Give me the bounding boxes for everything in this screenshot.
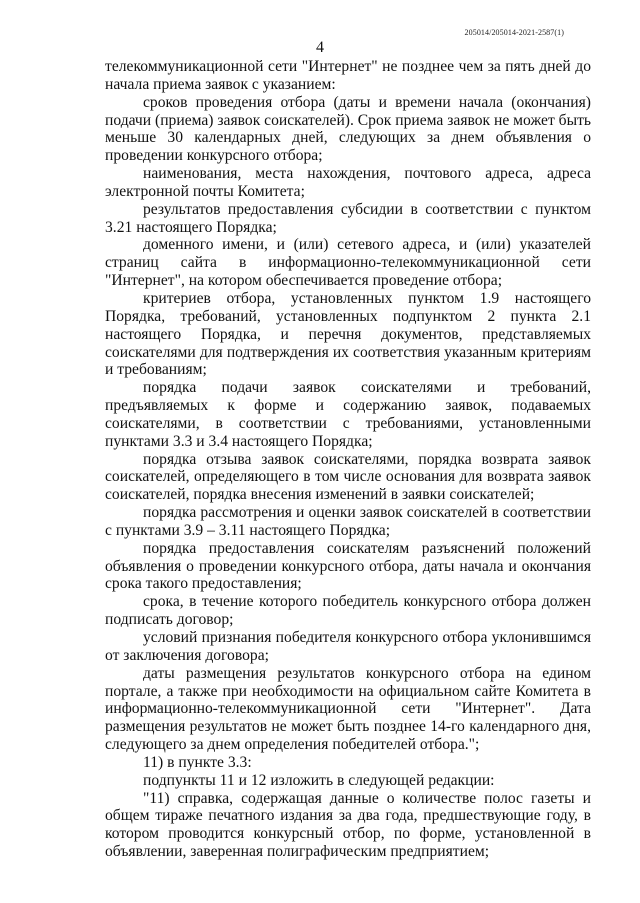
paragraph: сроков проведения отбора (даты и времени начала (окончания) подачи (приема) заявок соискателей). Срок приема заявок не может быть меньше 30 календарных дней, следующих за днем объявления о проведении конкурсного отбора; <box>105 93 592 165</box>
paragraph: даты размещения результатов конкурсного отбора на едином портале, а также при необходимости на официальном сайте Комитета в информационно-телекоммуникационной сети "Интернет". Дата размещения результатов не может быть позднее 14-го календарного дня, следующего за днем определения победителей отбора."; <box>105 664 591 754</box>
paragraph: порядка подачи заявок соискателями и требований, предъявляемых к форме и содержанию заявок, подаваемых соискателями, в соответствии с требованиями, установленными пунктами 3.3 и 3.4 настоящего Порядка; <box>105 379 591 450</box>
paragraph: результатов предоставления субсидии в соответствии с пунктом 3.21 настоящего Порядка; <box>105 200 591 236</box>
paragraph-continuation: телекоммуникационной сети "Интернет" не позднее чем за пять дней до начала приема заявок с указанием: <box>105 58 591 93</box>
paragraph: условий признания победителя конкурсного отбора уклонившимся от заключения договора; <box>105 629 591 664</box>
page-number: 4 <box>316 39 324 56</box>
paragraph: порядка отзыва заявок соискателями, порядка возврата заявок соискателей, определяющего в том числе основания для возврата заявок соискателей, порядка внесения изменений в заявки соискателей; <box>105 450 591 504</box>
paragraph: 11) в пункте 3.3: <box>143 753 252 771</box>
document-body <box>105 58 591 861</box>
paragraph: порядка рассмотрения и оценки заявок соискателей в соответствии с пунктами 3.9 – 3.11 настоящего Порядка; <box>105 504 591 539</box>
document-id: 205014/205014-2021-2587(1) <box>464 28 564 37</box>
paragraph: порядка предоставления соискателям разъяснений положений объявления о проведении конкурсного отбора, даты начала и окончания срока такого предоставления; <box>105 539 591 593</box>
paragraph: срока, в течение которого победитель конкурсного отбора должен подписать договор; <box>105 593 591 629</box>
paragraph: подпункты 11 и 12 изложить в следующей редакции: <box>143 771 495 789</box>
paragraph: "11) справка, содержащая данные о количестве полос газеты и общем тираже печатного издания за два года, предшествующие году, в котором проводится конкурсный отбор, по форме, установленной в объявлении, заверенная полиграфическим предприятием; <box>105 789 591 861</box>
paragraph: критериев отбора, установленных пунктом 1.9 настоящего Порядка, требований, установленных подпунктом 2 пункта 2.1 настоящего Порядка, и перечня документов, представляемых соискателями для подтверждения их соответствия указанным критериям и требованиям; <box>105 289 591 379</box>
paragraph: наименования, места нахождения, почтового адреса, адреса электронной почты Комитета; <box>105 165 591 200</box>
paragraph: доменного имени, и (или) сетевого адреса, и (или) указателей страниц сайта в информационно-телекоммуникационной сети "Интернет", на котором обеспечивается проведение отбора; <box>105 236 591 290</box>
